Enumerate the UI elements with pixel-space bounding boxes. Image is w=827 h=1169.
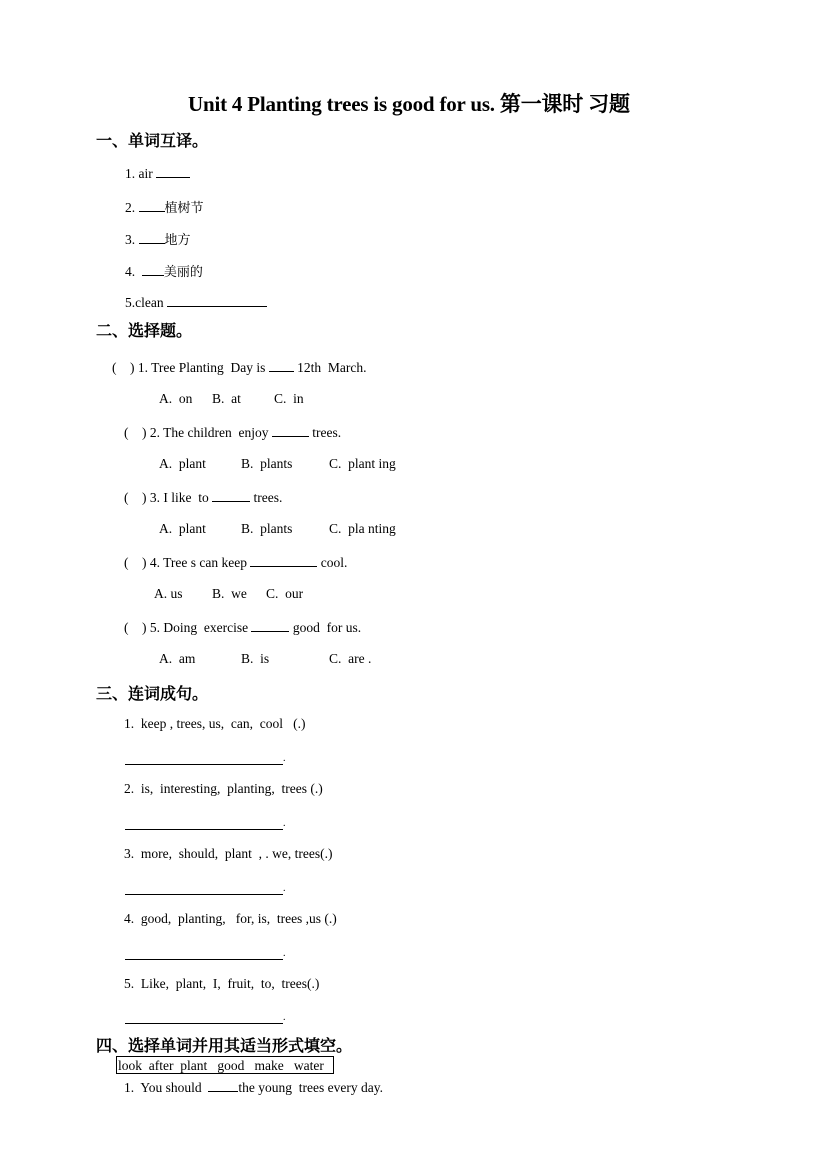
fill-blank[interactable] [139, 199, 165, 212]
s1-item-1: 1. air [125, 165, 190, 182]
q2-option-a[interactable]: A. plant [159, 456, 206, 471]
q1-option-a[interactable]: A. on [159, 391, 193, 406]
q3-option-b[interactable]: B. plants [241, 521, 293, 536]
q4-option-b[interactable]: B. we [212, 586, 247, 601]
s1-item-2: 2. 植树节 [125, 200, 204, 216]
section1-heading: 一、单词互译。 [96, 131, 209, 150]
answer-period: . [283, 1012, 286, 1023]
q1-option-c[interactable]: C. in [274, 391, 304, 406]
page-title: Unit 4 Planting trees is good for us. 第一课时 习题 [188, 92, 630, 116]
answer-blank[interactable] [272, 424, 309, 437]
answer-period: . [283, 948, 286, 959]
answer-blank[interactable] [251, 619, 289, 632]
q3-option-c[interactable]: C. pla nting [329, 521, 396, 536]
answer-line[interactable] [125, 894, 283, 895]
q1-stem: ( ) 1. Tree Planting Day is 12th March. [112, 360, 367, 375]
section4-heading: 四、选择单词并用其适当形式填空。 [96, 1036, 353, 1055]
q2-option-b[interactable]: B. plants [241, 456, 293, 471]
q2-option-c[interactable]: C. plant ing [329, 456, 396, 471]
q5-option-a[interactable]: A. am [159, 651, 196, 666]
s1-item-3: 3. 地方 [125, 232, 191, 248]
s3-item-4: 4. good, planting, for, is, trees ,us (.) [124, 911, 337, 926]
answer-blank[interactable] [212, 489, 250, 502]
q4-stem: ( ) 4. Tree s can keep cool. [124, 555, 348, 570]
answer-line[interactable] [125, 1023, 283, 1024]
answer-line[interactable] [125, 764, 283, 765]
answer-period: . [283, 883, 286, 894]
fill-blank[interactable] [139, 231, 165, 244]
answer-period: . [283, 753, 286, 764]
q5-stem: ( ) 5. Doing exercise good for us. [124, 620, 362, 635]
s3-item-2: 2. is, interesting, planting, trees (.) [124, 781, 323, 796]
section3-heading: 三、连词成句。 [96, 684, 209, 703]
s3-item-3: 3. more, should, plant , . we, trees(.) [124, 846, 333, 861]
q3-stem: ( ) 3. I like to trees. [124, 490, 283, 505]
q4-option-c[interactable]: C. our [266, 586, 304, 601]
q4-option-a[interactable]: A. us [154, 586, 183, 601]
s3-item-5: 5. Like, plant, I, fruit, to, trees(.) [124, 976, 320, 991]
word-bank-box: look after plant good make water [116, 1056, 334, 1074]
q5-option-b[interactable]: B. is [241, 651, 270, 666]
q2-stem: ( ) 2. The children enjoy trees. [124, 425, 342, 440]
q1-option-b[interactable]: B. at [212, 391, 241, 406]
fill-blank[interactable] [167, 294, 267, 307]
answer-line[interactable] [125, 829, 283, 830]
answer-period: . [283, 818, 286, 829]
section2-heading: 二、选择题。 [96, 321, 193, 340]
s1-item-4: 4. 美丽的 [125, 264, 203, 280]
answer-blank[interactable] [250, 554, 317, 567]
q5-option-c[interactable]: C. are . [329, 651, 372, 666]
fill-blank[interactable] [156, 165, 190, 178]
q3-option-a[interactable]: A. plant [159, 521, 206, 536]
answer-line[interactable] [125, 959, 283, 960]
fill-blank[interactable] [208, 1079, 238, 1092]
fill-blank[interactable] [142, 263, 164, 276]
s1-item-5: 5.clean [125, 294, 267, 311]
s3-item-1: 1. keep , trees, us, can, cool (.) [124, 716, 306, 731]
s4-item-1: 1. You should the young trees every day. [124, 1080, 383, 1095]
answer-blank[interactable] [269, 359, 294, 372]
